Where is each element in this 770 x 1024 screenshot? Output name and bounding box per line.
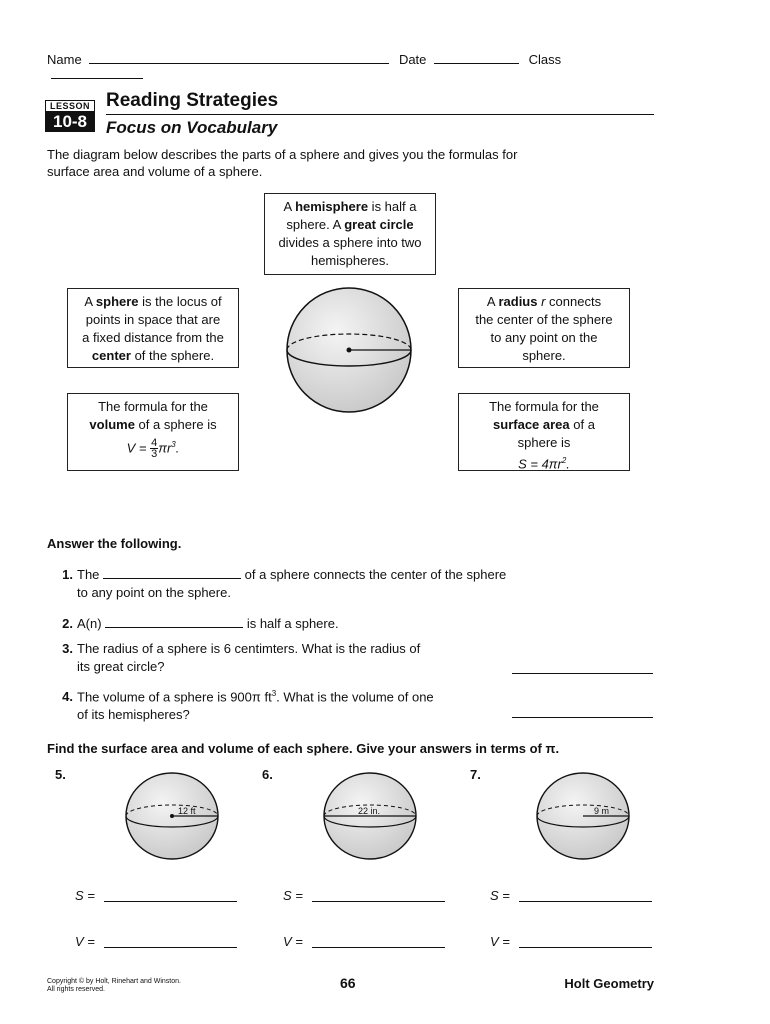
text: A [283, 199, 296, 214]
class-field[interactable] [51, 67, 143, 79]
question-number: 2. [62, 616, 73, 631]
term-great-circle: great circle [344, 217, 414, 232]
exponent: 3 [171, 440, 176, 449]
question-text: The volume of a sphere is 900π ft [77, 689, 272, 705]
answer-heading: Answer the following. [47, 536, 182, 551]
problem-5-number: 5. [55, 767, 66, 782]
copyright-line-1: Copyright © by Holt, Rinehart and Winston. [47, 978, 181, 985]
text: A [486, 294, 499, 309]
intro-text [47, 146, 517, 180]
text: connects [545, 294, 602, 309]
question-1 [47, 566, 506, 602]
answer-blank-2[interactable] [105, 616, 243, 628]
term-volume: volume [89, 417, 135, 432]
text: of a [569, 417, 595, 432]
intro-line-2: surface area and volume of a sphere. [47, 164, 263, 179]
date-label: Date [398, 52, 427, 67]
answer-line-3[interactable] [512, 673, 653, 674]
problem-7-v-row [490, 934, 510, 949]
problem-7-s-blank[interactable] [519, 901, 652, 902]
problem-7-v-blank[interactable] [519, 947, 652, 948]
date-field[interactable] [434, 52, 519, 64]
text: the center of the sphere [475, 312, 613, 327]
fraction-denominator: 3 [151, 448, 158, 461]
problem-7-label: 9 m [594, 806, 610, 816]
problem-6-s-blank[interactable] [312, 901, 445, 902]
lesson-title: Reading Strategies [106, 90, 279, 111]
formula-body: S = 4πr [518, 456, 562, 472]
name-label: Name [47, 52, 82, 67]
problem-5-s-row [75, 888, 95, 903]
text: to any point on the [490, 330, 598, 345]
footer-copyright [47, 978, 181, 994]
problem-5-v-blank[interactable] [104, 947, 237, 948]
text: sphere. A [286, 217, 345, 232]
problem-6-s-row [283, 888, 303, 903]
question-number: 1. [62, 567, 73, 582]
term-hemisphere: hemisphere [295, 199, 369, 214]
text: of a sphere is [134, 417, 217, 432]
hemisphere-box [264, 193, 436, 275]
formula-end: . [566, 456, 570, 472]
v-label: V = [490, 934, 510, 949]
problem-5-v-row [75, 934, 95, 949]
lesson-badge-number: 10-8 [45, 112, 95, 132]
question-text: to any point on the sphere. [77, 585, 231, 600]
text: A [84, 294, 96, 309]
radius-variable: r [537, 294, 546, 309]
text: The formula for the [98, 399, 208, 414]
lesson-subtitle: Focus on Vocabulary [106, 118, 278, 137]
page-number: 66 [340, 975, 356, 991]
question-text: of a sphere connects the center of the sphere [244, 567, 507, 582]
sphere-box [67, 288, 239, 368]
formula-end: . [175, 440, 180, 456]
name-field[interactable] [89, 52, 389, 64]
text: of the sphere. [130, 348, 215, 363]
header-row [47, 52, 657, 82]
answer-blank-1[interactable] [103, 567, 241, 579]
term-surface-area: surface area [493, 417, 570, 432]
class-label: Class [528, 52, 562, 67]
question-3 [47, 640, 420, 676]
volume-box [67, 393, 239, 471]
text: The formula for the [489, 399, 599, 414]
v-label: V = [283, 934, 303, 949]
question-number: 3. [62, 641, 73, 656]
surface-formula [463, 452, 625, 473]
text: divides a sphere into two [278, 235, 422, 250]
term-sphere: sphere [95, 294, 139, 309]
main-sphere-diagram [284, 285, 414, 415]
problem-6-number: 6. [262, 767, 273, 782]
formula-prefix: V = [126, 440, 151, 456]
question-number: 4. [62, 689, 73, 705]
problem-5-sphere [124, 771, 220, 861]
answer-line-4[interactable] [512, 717, 653, 718]
book-title: Holt Geometry [564, 976, 654, 991]
find-heading: Find the surface area and volume of each sphere. Give your answers in terms of π. [47, 741, 560, 756]
question-2 [47, 615, 339, 633]
exponent: 2 [561, 456, 567, 465]
question-text: A(n) [77, 616, 102, 631]
term-center: center [91, 348, 131, 363]
radius-box [458, 288, 630, 368]
intro-line-1: The diagram below describes the parts of a sphere and gives you the formulas for [47, 147, 518, 162]
text: sphere. [522, 348, 566, 363]
problem-7-sphere [535, 771, 631, 861]
question-text: . What is the volume of one [276, 689, 434, 705]
question-text: is half a sphere. [246, 616, 339, 631]
problem-5-s-blank[interactable] [104, 901, 237, 902]
problem-5-label: 12 ft [178, 806, 196, 816]
fraction-numerator: 4 [151, 437, 158, 450]
s-label: S = [283, 888, 303, 903]
problem-6-label: 22 in. [358, 806, 381, 816]
surface-area-box [458, 393, 630, 471]
problem-7-number: 7. [470, 767, 481, 782]
text: hemispheres. [310, 253, 390, 268]
question-4 [47, 685, 434, 724]
s-label: S = [490, 888, 510, 903]
text: is the locus of [138, 294, 222, 309]
v-label: V = [75, 934, 95, 949]
text: a fixed distance from the [82, 330, 224, 345]
exponent: 3 [271, 689, 277, 698]
lesson-badge [45, 100, 95, 132]
question-text: The [77, 567, 100, 582]
text: points in space that are [85, 312, 221, 327]
problem-6-v-row [283, 934, 303, 949]
question-text: The radius of a sphere is 6 centimters. What is the radius of [77, 641, 421, 656]
text: sphere is [517, 435, 571, 450]
volume-formula [72, 436, 234, 459]
formula-body: πr [158, 440, 172, 456]
problem-6-v-blank[interactable] [312, 947, 445, 948]
s-label: S = [75, 888, 95, 903]
question-text: of its hemispheres? [77, 707, 190, 723]
text: is half a [368, 199, 417, 214]
problem-6-sphere [322, 771, 418, 861]
copyright-line-2: All rights reserved. [47, 986, 105, 993]
term-radius: radius [498, 294, 538, 309]
lesson-badge-top: LESSON [45, 100, 95, 112]
problem-7-s-row [490, 888, 510, 903]
title-rule [106, 114, 654, 115]
question-text: its great circle? [77, 659, 165, 674]
